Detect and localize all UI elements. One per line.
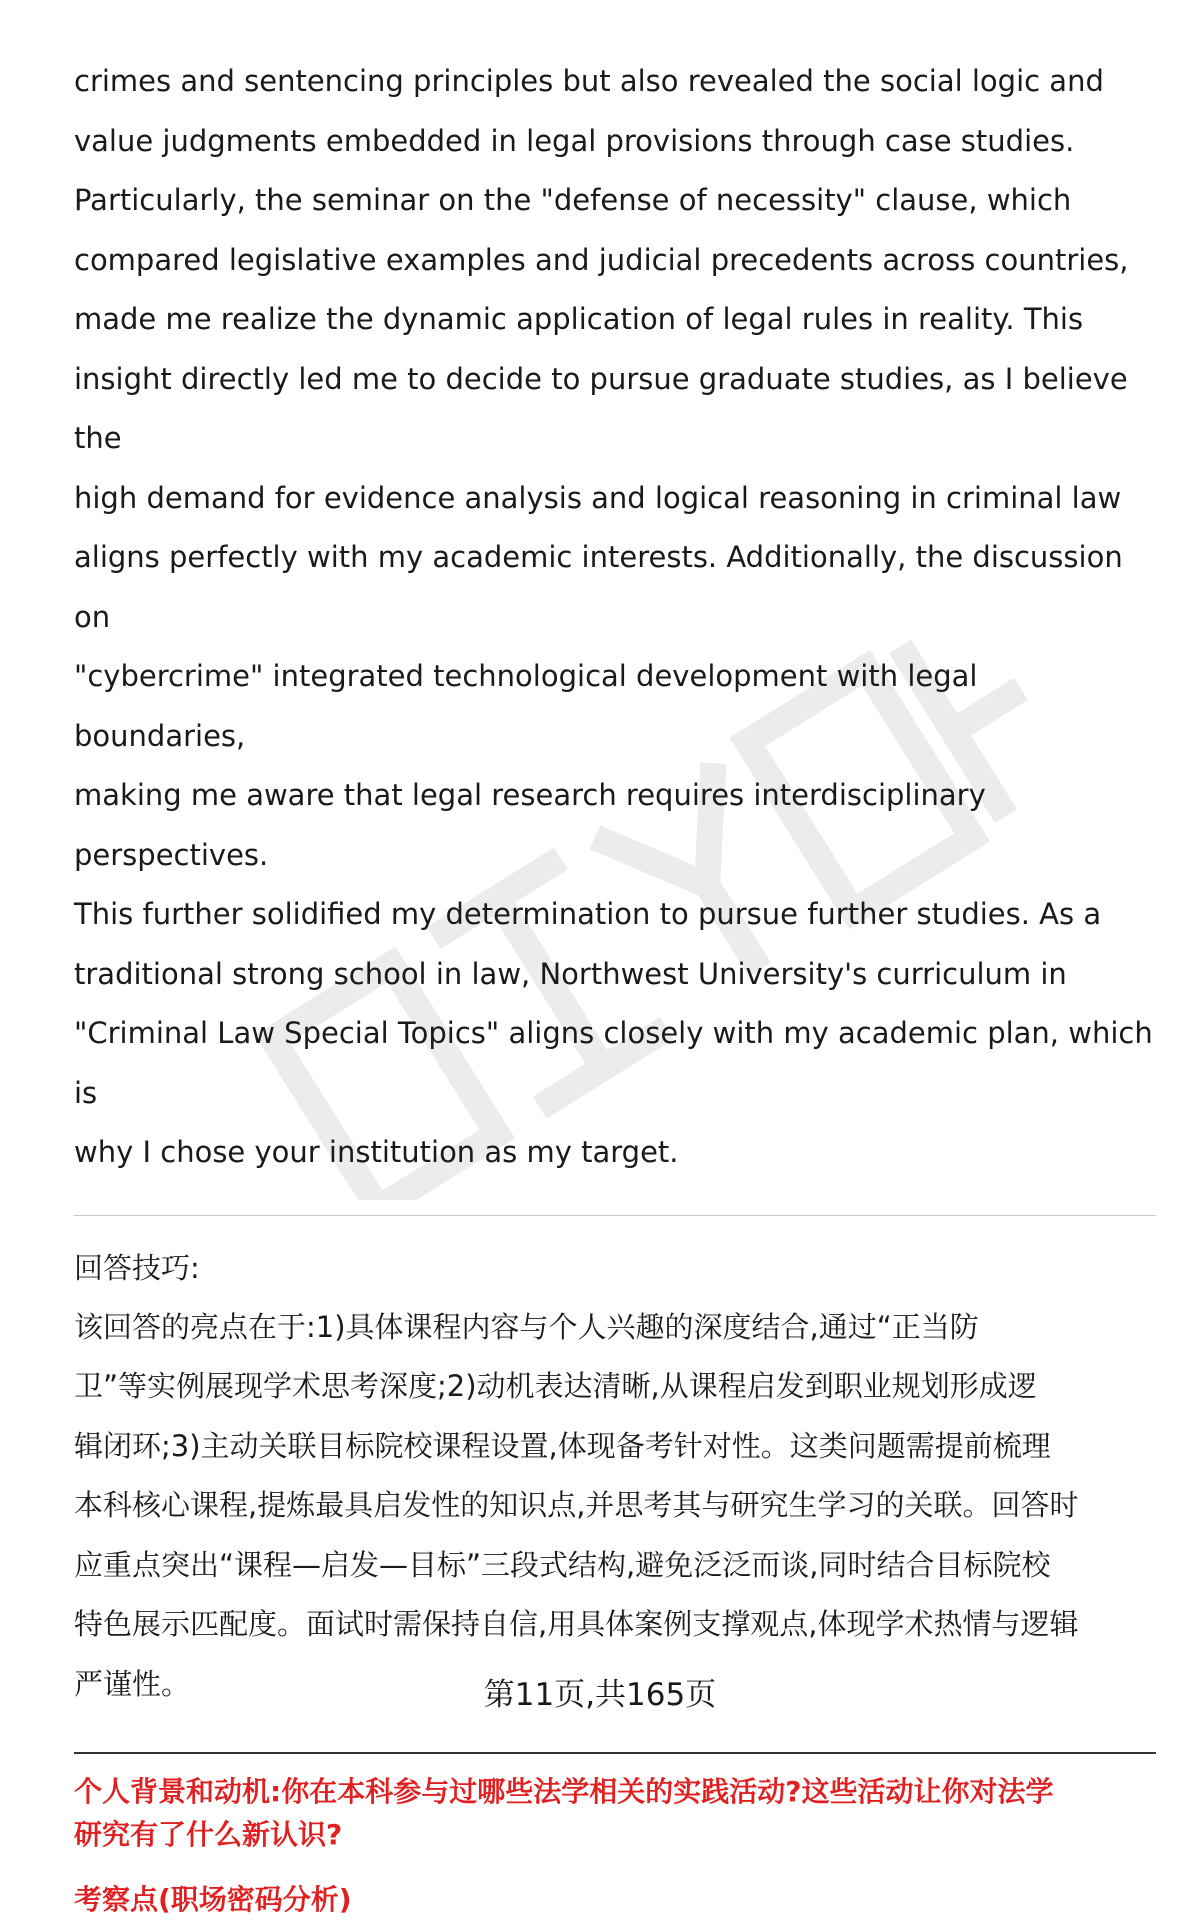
answer-line: insight directly led me to decide to pursue graduate studies, as I believe the [74, 361, 1128, 455]
page-number: 第11页,共165页 [483, 1677, 717, 1713]
question-line: 研究有了什么新认识? [74, 1818, 343, 1851]
tips-line: 辑闭环;3)主动关联目标院校课程设置,体现备考针对性。这类问题需提前梳理 [74, 1428, 1051, 1463]
question-line: 个人背景和动机:你在本科参与过哪些法学相关的实践活动?这些活动让你对法学 [74, 1775, 1054, 1808]
answer-line: made me realize the dynamic application of legal rules in reality. This [74, 302, 1084, 336]
answer-line: This further solidified my determination to pursue further studies. As a [74, 897, 1102, 931]
tips-line: 本科核心课程,提炼最具启发性的知识点,并思考其与研究生学习的关联。回答时 [74, 1488, 1079, 1522]
tips-line: 卫”等实例展现学术思考深度;2)动机表达清晰,从课程启发到职业规划形成逻 [74, 1369, 1037, 1403]
answer-line: "cybercrime" integrated technological development with legal boundaries, [74, 659, 978, 753]
tips-line: 特色展示匹配度。面试时需保持自信,用具体案例支撑观点,体现学术热情与逻辑 [74, 1607, 1079, 1641]
answer-line: why I chose your institution as my target. [74, 1135, 679, 1169]
answer-line: compared legislative examples and judicial precedents across countries, [74, 242, 1129, 277]
answer-line: crimes and sentencing principles but also revealed the social logic and [74, 64, 1104, 98]
tips-line: 应重点突出“课程—启发—目标”三段式结构,避免泛泛而谈,同时结合目标院校 [74, 1547, 1051, 1582]
question-divider [74, 1752, 1156, 1754]
question-heading [74, 1770, 1156, 1856]
answer-line: aligns perfectly with my academic interests. Additionally, the discussion on [74, 540, 1123, 634]
page-content [74, 52, 1156, 1921]
tips-line: 严谨性。 [74, 1666, 191, 1701]
tips-heading: 回答技巧: [74, 1250, 200, 1285]
answer-line: traditional strong school in law, Northwest University's curriculum in [74, 956, 1067, 991]
answer-line: "Criminal Law Special Topics" aligns closely with my academic plan, which is [74, 1016, 1153, 1110]
answer-line: value judgments embedded in legal provisions through case studies. [74, 123, 1075, 158]
answer-line: Particularly, the seminar on the "defense of necessity" clause, which [74, 183, 1072, 217]
tips-paragraph [74, 1298, 1156, 1715]
section-divider [74, 1215, 1156, 1216]
tips-line: 该回答的亮点在于:1)具体课程内容与个人兴趣的深度结合,通过“正当防 [74, 1309, 979, 1344]
answer-paragraph [74, 52, 1156, 1183]
answer-line: high demand for evidence analysis and logical reasoning in criminal law [74, 480, 1122, 515]
assessment-subheading: 考察点(职场密码分析) [74, 1883, 352, 1916]
answer-line: making me aware that legal research requires interdisciplinary perspectives. [74, 778, 986, 872]
